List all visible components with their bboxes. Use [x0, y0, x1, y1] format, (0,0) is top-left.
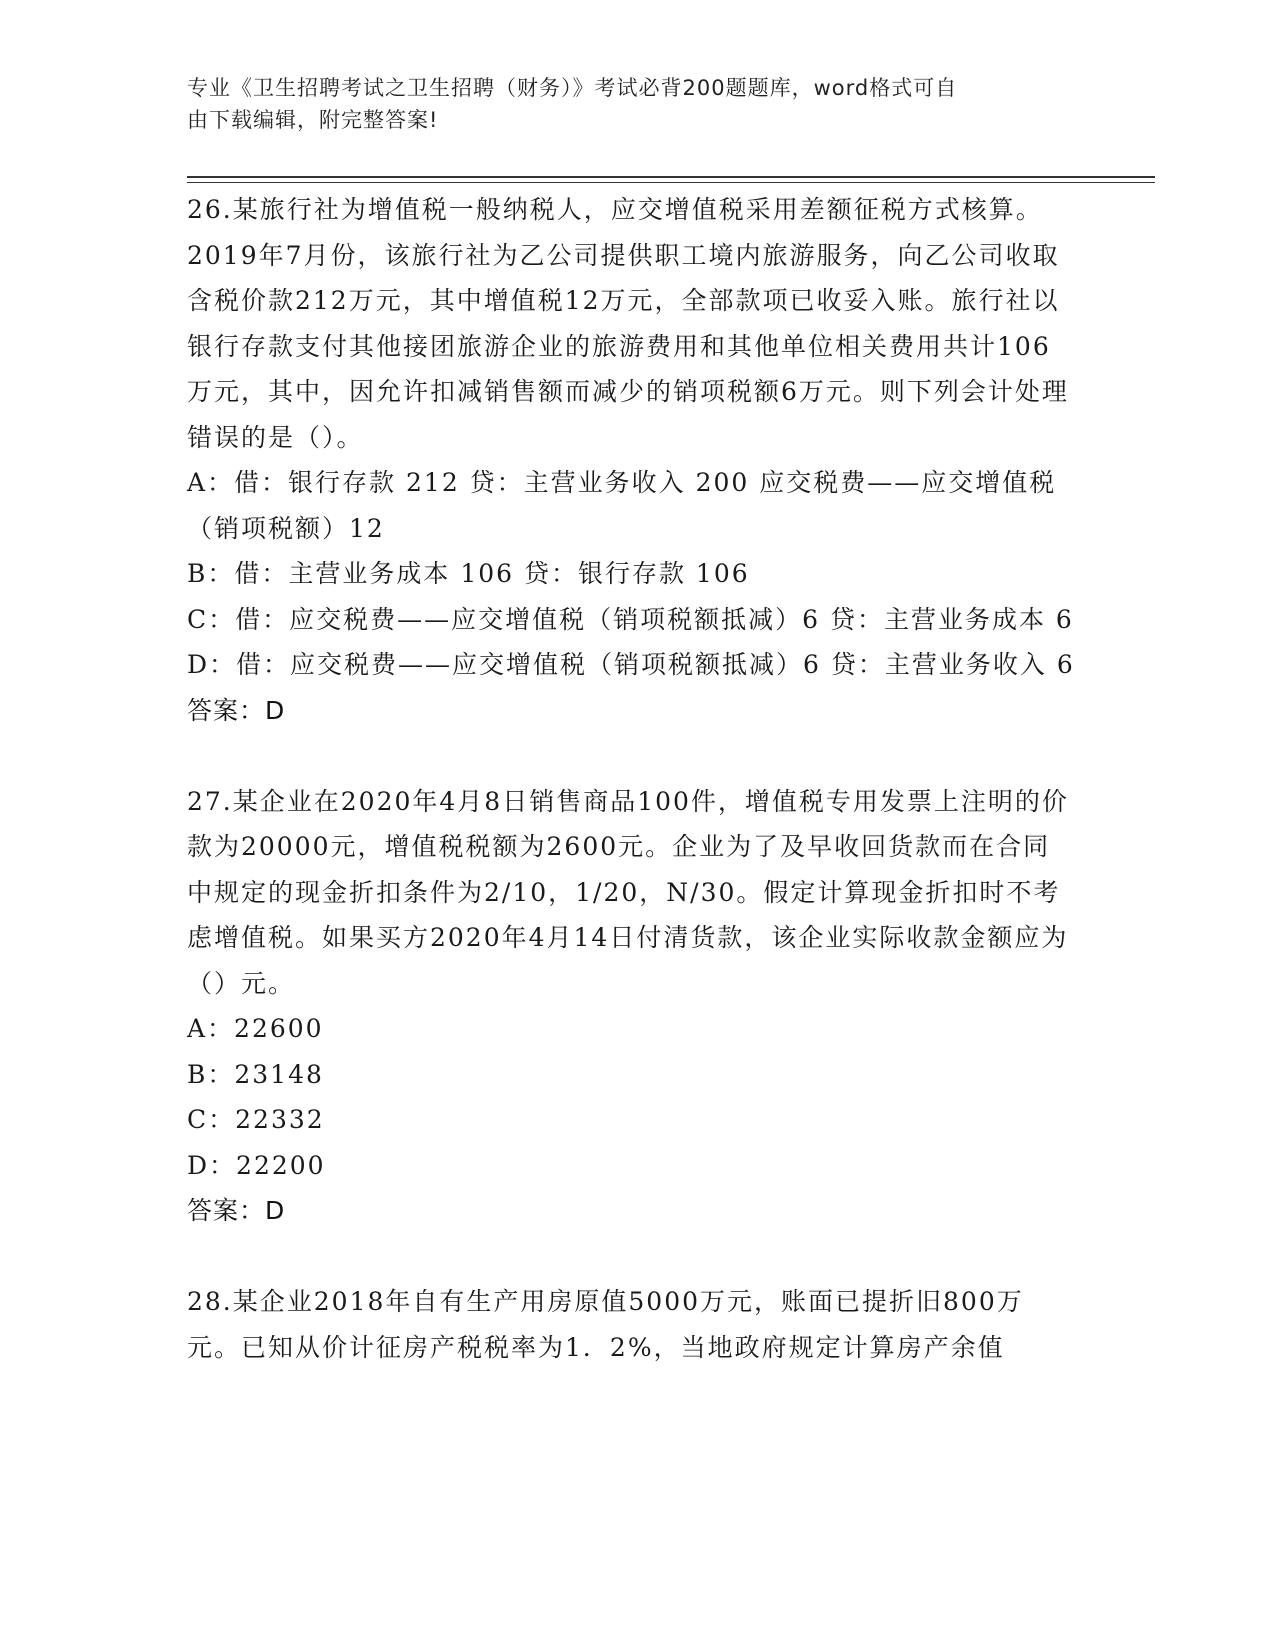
- question-stem: 28.某企业2018年自有生产用房原值5000万元，账面已提折旧800万元。已知从价计征房产税税率为1．2%，当地政府规定计算房产余值: [187, 1287, 1024, 1362]
- option-b: B：借：主营业务成本 106 贷：银行存款 106: [187, 559, 750, 588]
- question-spacer: [187, 733, 1077, 779]
- header-divider-thin: [187, 182, 1155, 183]
- question-28: [187, 1279, 1077, 1370]
- header-line-1: 专业《卫生招聘考试之卫生招聘（财务）》考试必背200题题库，word格式可自: [187, 76, 958, 100]
- question-spacer: [187, 1234, 1077, 1280]
- answer-label: 答案：D: [187, 695, 286, 725]
- question-stem: 27.某企业在2020年4月8日销售商品100件，增值税专用发票上注明的价款为20000元，增值税税额为2600元。企业为了及早收回货款而在合同中规定的现金折扣条件为2/10，1/20，N/30。假定计算现金折扣时不考虑增值税。如果买方2020年4月14日付清货款，该企业实际收款金额应为（）元。: [187, 786, 1069, 998]
- option-d: D：22200: [187, 1150, 326, 1180]
- question-26: [187, 187, 1077, 733]
- page-header: [187, 72, 1067, 136]
- option-a: A：22600: [187, 1014, 324, 1043]
- question-27: [187, 779, 1077, 1234]
- option-c: C：借：应交税费——应交增值税（销项税额抵减）6 贷：主营业务成本 6: [187, 604, 1074, 634]
- question-stem: 26.某旅行社为增值税一般纳税人，应交增值税采用差额征税方式核算。2019年7月份，该旅行社为乙公司提供职工境内旅游服务，向乙公司收取含税价款212万元，其中增值税12万元，全部款项已收妥入账。旅行社以银行存款支付其他接团旅游企业的旅游费用和其他单位相关费用共计106万元，其中，因允许扣减销售额而减少的销项税额6万元。则下列会计处理错误的是（）。: [187, 195, 1069, 452]
- header-line-2: 由下载编辑，附完整答案!: [187, 108, 439, 132]
- option-b: B：23148: [187, 1059, 324, 1089]
- option-a: A：借：银行存款 212 贷：主营业务收入 200 应交税费——应交增值税（销项税额）12: [187, 468, 1057, 543]
- question-list: [187, 187, 1077, 1370]
- answer-label: 答案：D: [187, 1196, 286, 1225]
- option-c: C：22332: [187, 1105, 325, 1134]
- option-d: D：借：应交税费——应交增值税（销项税额抵减）6 贷：主营业务收入 6: [187, 650, 1075, 679]
- header-divider-thick: [187, 176, 1155, 178]
